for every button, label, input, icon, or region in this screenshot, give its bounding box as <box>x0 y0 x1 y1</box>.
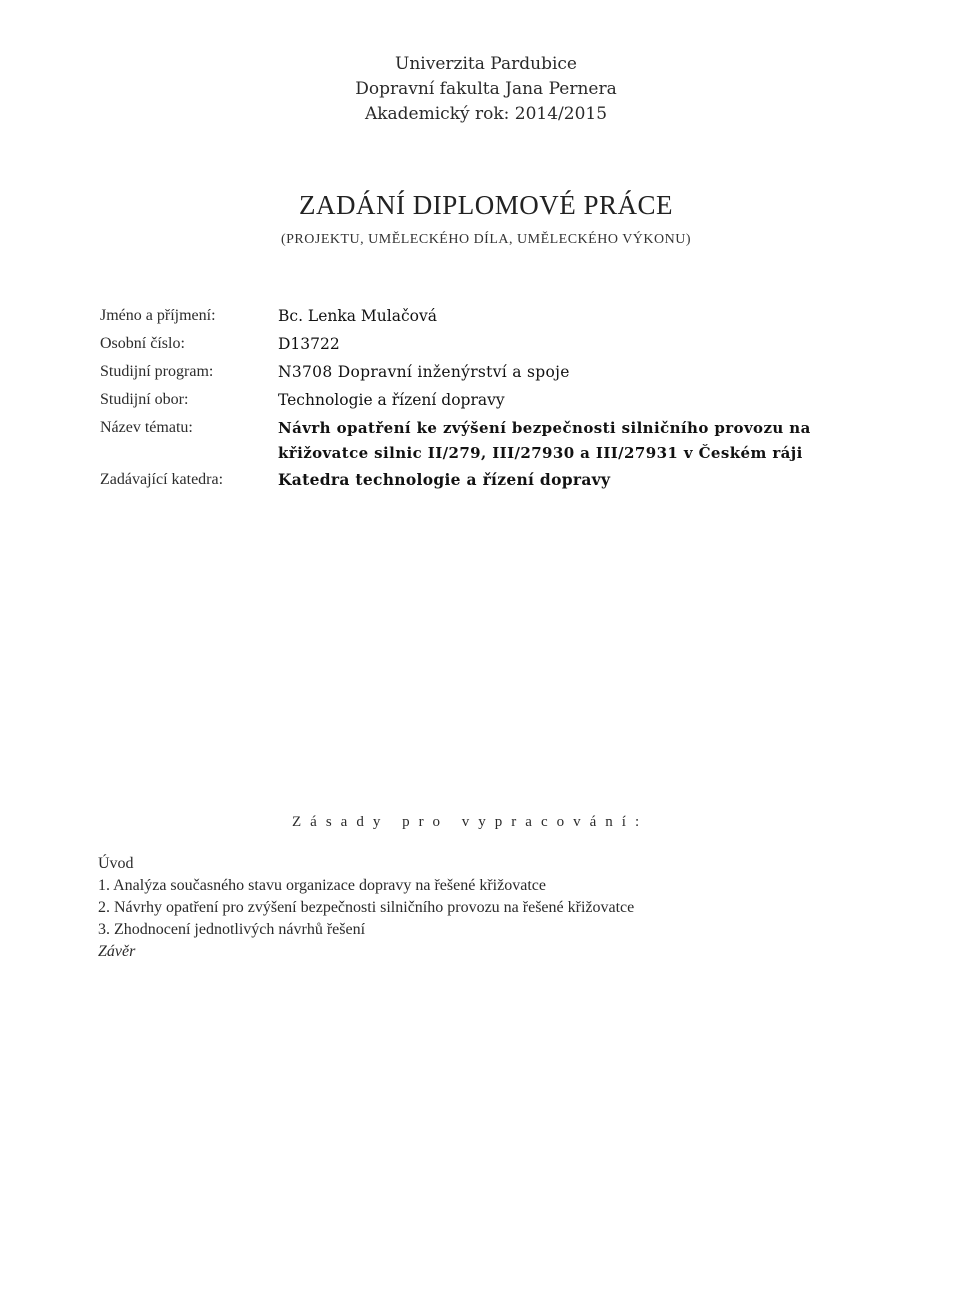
field-label: Studijní obor: <box>100 391 189 408</box>
document-title: ZADÁNÍ DIPLOMOVÉ PRÁCE <box>299 190 673 220</box>
document-header <box>0 52 960 127</box>
name-value: Bc. Lenka Mulačová <box>278 307 437 325</box>
info-row-department <box>100 466 900 494</box>
program-label: Studijní program: <box>100 363 214 380</box>
faculty-name: Dopravní fakulta Jana Pernera <box>355 79 617 99</box>
student-info <box>100 302 900 494</box>
guideline-item-2: 2. Návrhy opatření pro zvýšení bezpečnosti silničního provozu na řešené křižovatce <box>98 899 635 916</box>
info-row-program <box>100 358 900 386</box>
guideline-conclusion: Závěr <box>98 943 136 960</box>
guideline-intro: Úvod <box>98 855 134 872</box>
department-label: Zadávající katedra: <box>100 471 224 488</box>
guideline-item-1: 1. Analýza současného stavu organizace dopravy na řešené křižovatce <box>98 877 546 894</box>
program-value: N3708 Dopravní inženýrství a spoje <box>278 363 570 381</box>
field-value: Technologie a řízení dopravy <box>278 391 505 409</box>
personal-no-value: D13722 <box>278 335 340 353</box>
guidelines-heading: Zásady pro vypracování: <box>292 814 649 830</box>
guideline-item-3: 3. Zhodnocení jednotlivých návrhů řešení <box>98 921 366 938</box>
info-row-personal-no <box>100 330 900 358</box>
academic-year: Akademický rok: 2014/2015 <box>364 104 608 124</box>
info-row-topic <box>100 414 900 466</box>
department-value: Katedra technologie a řízení dopravy <box>278 470 611 489</box>
guidelines-list <box>98 853 898 963</box>
topic-value: Návrh opatření ke zvýšení bezpečnosti silničního provozu na křižovatce silnic II/279, III/27930 a III/27931 v Českém ráji <box>278 419 811 462</box>
university-name: Univerzita Pardubice <box>395 54 577 74</box>
info-row-name <box>100 302 900 330</box>
name-label: Jméno a příjmení: <box>100 307 216 324</box>
info-row-field <box>100 386 900 414</box>
topic-label: Název tématu: <box>100 419 193 436</box>
document-subtitle: (PROJEKTU, UMĚLECKÉHO DÍLA, UMĚLECKÉHO VÝKONU) <box>280 232 692 247</box>
personal-no-label: Osobní číslo: <box>100 335 185 352</box>
